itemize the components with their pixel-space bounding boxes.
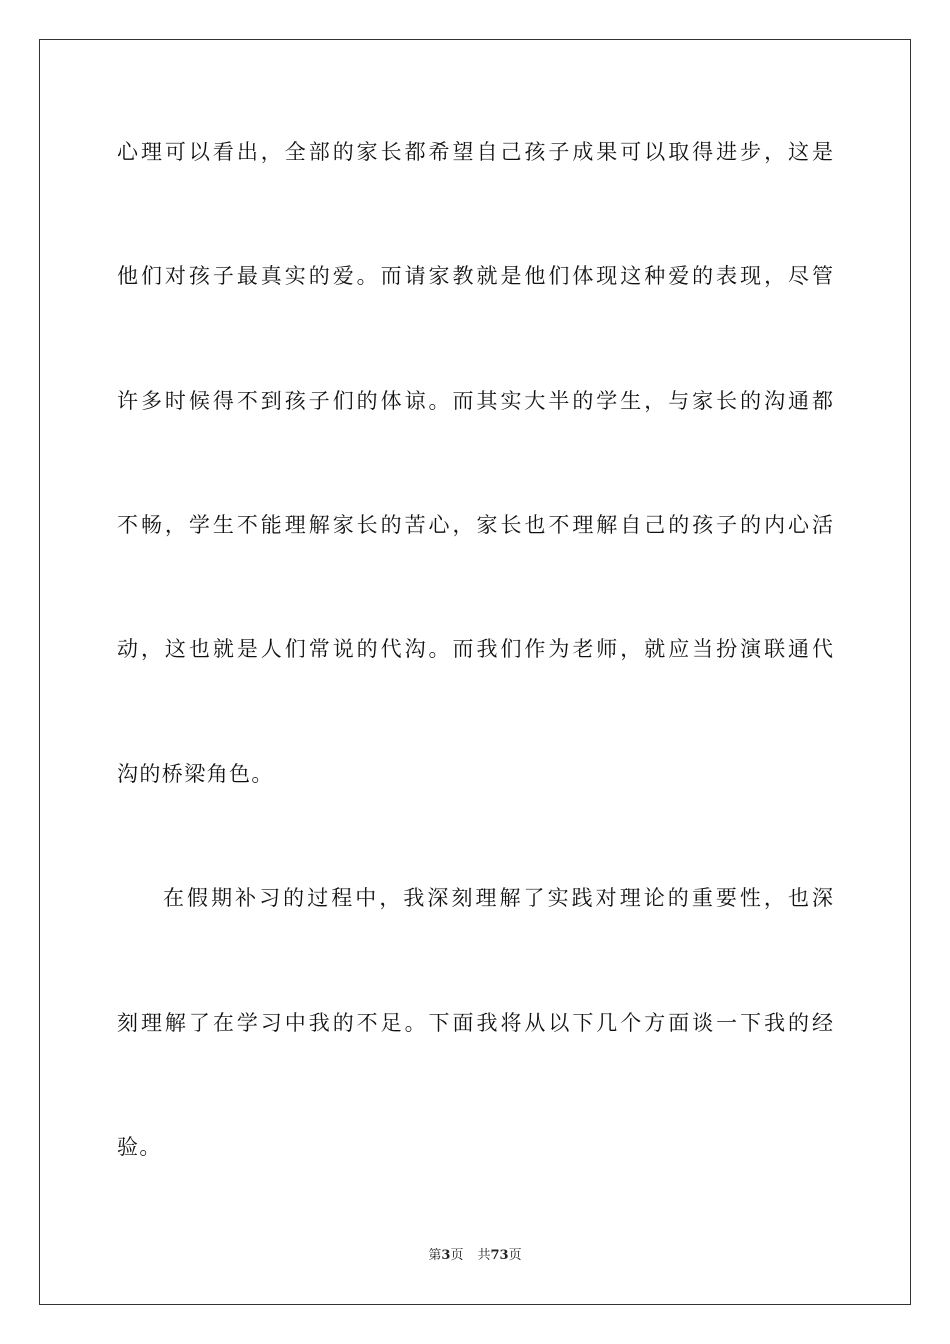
text-line: 心理可以看出，全部的家长都希望自己孩子成果可以取得进步，这是 bbox=[117, 140, 833, 164]
page-border bbox=[39, 39, 911, 1305]
paragraph-first-line: 在假期补习的过程中，我深刻理解了实践对理论的重要性，也深 bbox=[163, 886, 833, 910]
page-prefix: 第 bbox=[428, 1248, 442, 1263]
text-line: 许多时候得不到孩子们的体谅。而其实大半的学生，与家长的沟通都 bbox=[117, 389, 833, 413]
text-line: 验。 bbox=[117, 1135, 162, 1159]
page-suffix: 页 bbox=[450, 1248, 464, 1263]
text-line: 沟的桥梁角色。 bbox=[117, 762, 274, 786]
page-number: 3 bbox=[441, 1248, 451, 1263]
text-line: 动，这也就是人们常说的代沟。而我们作为老师，就应当扮演联通代 bbox=[117, 637, 833, 661]
text-line: 他们对孩子最真实的爱。而请家教就是他们体现这种爱的表现，尽管 bbox=[117, 264, 833, 288]
total-prefix: 共 bbox=[477, 1248, 491, 1263]
text-line: 刻理解了在学习中我的不足。下面我将从以下几个方面谈一下我的经 bbox=[117, 1011, 833, 1035]
page-footer bbox=[0, 1247, 950, 1265]
text-line: 不畅，学生不能理解家长的苦心，家长也不理解自己的孩子的内心活 bbox=[117, 513, 833, 537]
page-total: 73 bbox=[490, 1248, 509, 1263]
total-suffix: 页 bbox=[508, 1248, 522, 1263]
